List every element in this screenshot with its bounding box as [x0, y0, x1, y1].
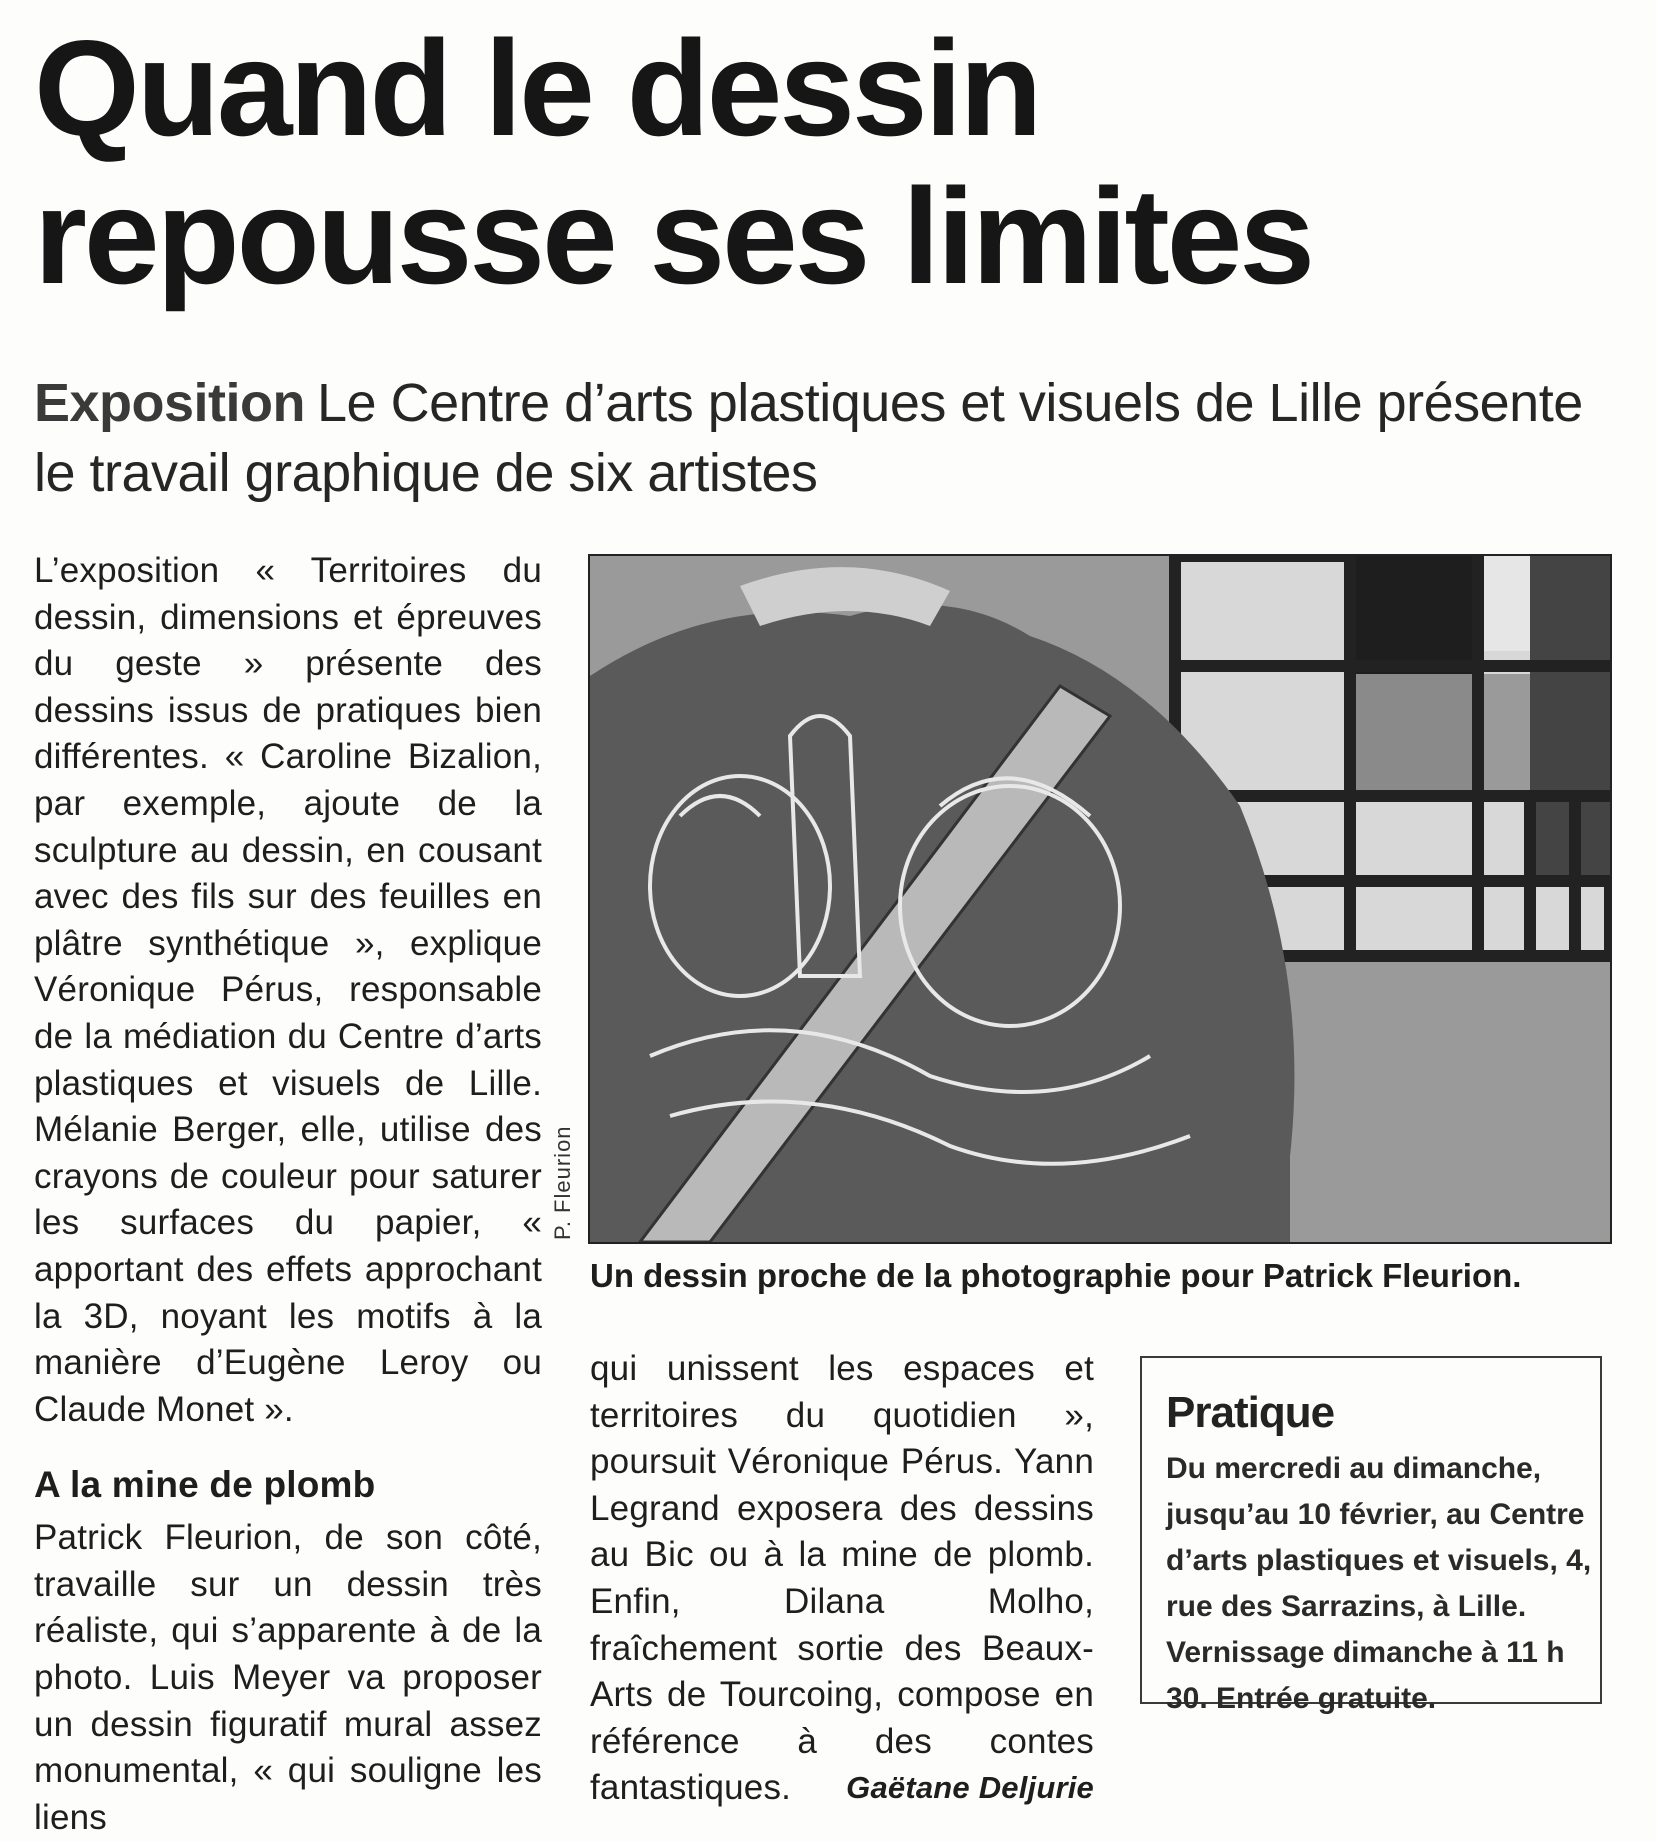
headline: Quand le dessin repousse ses limites [34, 12, 1313, 312]
body-paragraph-3-text: qui unissent les espaces et territoires du quotidien », poursuit Véronique Pérus. Yann Legrand exposera des dessins au Bic ou à la mine de plomb. Enfin, Dilana Molho, fraîchement sortie des Beaux-Arts de Tourcoing, compose en référence à des contes fantastiques. [590, 1349, 1094, 1808]
byline: Gaëtane Deljurie [846, 1770, 1094, 1806]
deck [34, 368, 1594, 508]
subhead: A la mine de plomb [34, 1464, 376, 1506]
body-paragraph-2: Patrick Fleurion, de son côté, travaille sur un dessin très réaliste, qui s’apparente à de la photo. Luis Meyer va proposer un dessin figuratif mural assez monumental, « qui souligne les liens [34, 1518, 542, 1837]
photo-caption: Un dessin proche de la photographie pour Patrick Fleurion. [590, 1257, 1522, 1294]
article-column-1 [34, 548, 542, 1841]
body-paragraph-1: L’exposition « Territoires du dessin, dimensions et épreuves du geste » présente des dessins issus de pratiques bien différentes. « Caroline Bizalion, par exemple, ajoute de la sculpture au dessin, en cousant avec des fils sur des feuilles en plâtre synthétique », explique Véronique Pérus, responsable de la médiation du Centre d’arts plastiques et visuels de Lille. Mélanie Berger, elle, utilise des crayons de couleur pour saturer les surfaces du papier, « apportant des effets approchant la 3D, noyant les motifs à la manière d’Eugène Leroy ou Claude Monet ». [34, 551, 542, 1429]
infobox-title: Pratique [1166, 1388, 1335, 1437]
photo-illustration [590, 556, 1610, 1242]
body-paragraph-3 [590, 1346, 1094, 1812]
article-column-2 [590, 1346, 1094, 1812]
article-photo [588, 554, 1612, 1244]
photo-credit: P. Fleurion [550, 1125, 575, 1240]
infobox-text: Du mercredi au dimanche, jusqu’au 10 février, au Centre d’arts plastiques et visuels, 4, rue des Sarrazins, à Lille. Vernissage dimanche à 11 h 30. Entrée gratuite. [1166, 1452, 1592, 1715]
practical-info-box [1140, 1356, 1602, 1715]
deck-text: Le Centre d’arts plastiques et visuels de Lille présente le travail graphique de six artistes [34, 373, 1583, 503]
deck-kicker: Exposition [34, 373, 306, 433]
